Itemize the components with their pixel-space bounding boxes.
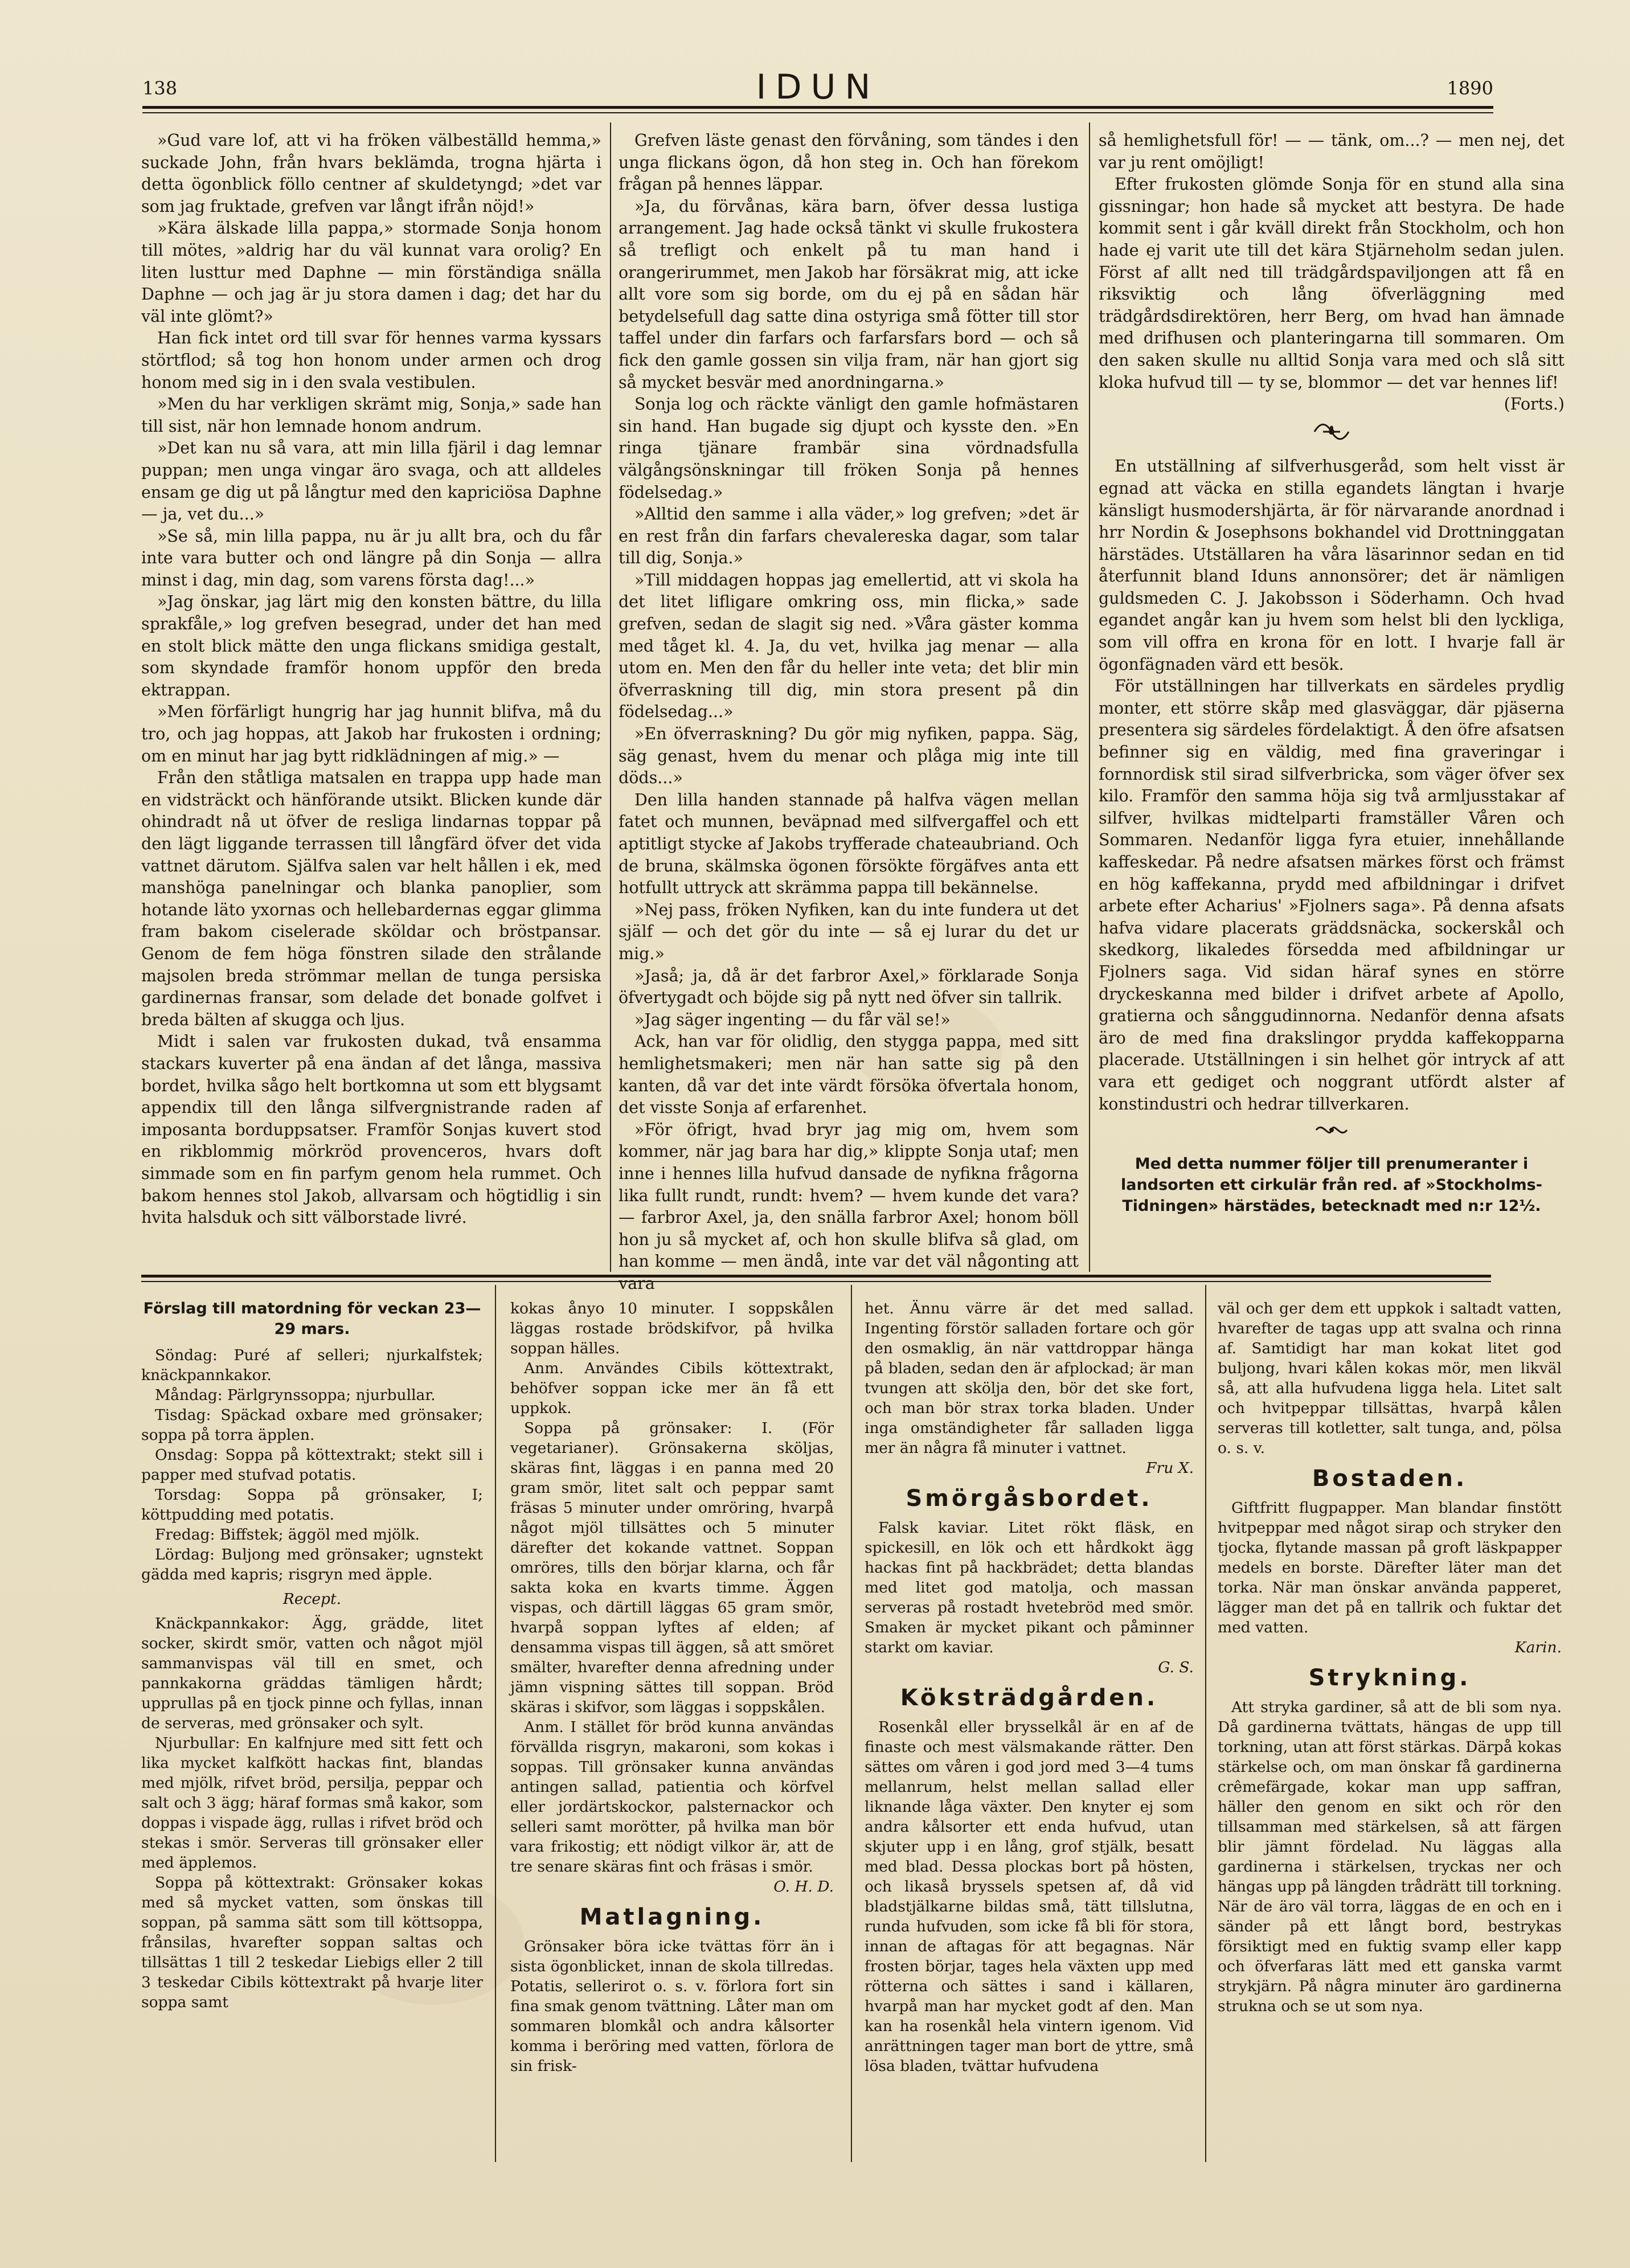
paragraph: »Kära älskade lilla pappa,» stormade Sonja honom till mötes, »aldrig har du väl kunnat vara orolig? En liten lusttur med Daphne — min förständiga snälla Daphne — och jag är ju stora damen i dag; det har du väl inte glömt?» <box>141 219 601 326</box>
story-column-1 <box>141 130 601 1269</box>
paragraph: Grefven läste genast den förvåning, som tändes i den unga flickans ögon, då hon steg in. Och han förekom frågan på hennes läppar. <box>619 131 1079 194</box>
column-divider <box>1205 1285 1206 2162</box>
signature: Karin. <box>1514 1639 1562 1656</box>
recipe: Soppa på grönsaker: I. (För vegetarianer). Grönsakerna sköljas, skäras fint, läggas i en panna med 20 gram smör, litet salt och peppar samt fräsas 5 minuter under omröring, hvarpå något mjöl tillsättes och 5 minuter därefter det kokande vattnet. Soppan omröres, tills den börjar klarna, och får sakta koka en kvarts timme. Äggen vispas, och därtill läggas 65 gram smör, hvarpå soppan lyftes af elden; af densamma vispas till äggen, så att smöret smälter, hvarefter denna afredning under jämn vispning sättes till soppan. Bröd skäras i skifvor, som läggas i soppskålen. <box>510 1419 834 1716</box>
recipe: Knäckpannkakor: Ägg, grädde, litet socker, skirdt smör, vatten och något mjöl sammanvispas väl till en smet, och pannkakorna gräddas tämligen hårdt; upprullas på en tjock pinne och fyllas, innan de serveras, med grönsaker och sylt. <box>141 1615 483 1732</box>
menu-day: Lördag: Buljong med grönsaker; ugnstekt gädda med kapris; risgryn med äpple. <box>141 1546 483 1583</box>
section-title-kokstradgarden: Köksträdgården. <box>900 1685 1158 1711</box>
masthead-title: IDUN <box>756 67 880 107</box>
paragraph: »Till middagen hoppas jag emellertid, att vi skola ha det litet lifligare omkring oss, min flicka,» sade grefven, sedan de slagit sig ned. »Våra gäster komma med tåget kl. 4. Ja, du vet, hvilka jag menar — alla utom en. Men den får du heller inte veta; det blir min öfverraskning till dig, min stora present på din födelsedag...» <box>619 570 1079 722</box>
page-number: 138 <box>142 77 178 99</box>
paragraph: »Men du har verkligen skrämt mig, Sonja,» sade han till sist, när hon lemnade honom andrum. <box>141 395 601 436</box>
paragraph: »För öfrigt, hvad bryr jag mig om, hvem som kommer, när jag bara har dig,» klippte Sonja utaf; men inne i hennes lilla hufvud dansade de nyfikna frågorna lika fullt rundt, rundt: hvem? — hvem kunde det vara? — farbror Axel, ja, den snälla farbror Axel; honom böll hon ju så mycket af, och hon skulle blifva så glad, om han komme — men ändå, inte var det väl någonting att vara <box>619 1120 1079 1293</box>
ornament-icon <box>1099 1119 1565 1148</box>
section-rule-thin <box>141 1281 1491 1282</box>
paragraph: »Gud vare lof, att vi ha fröken välbeställd hemma,» suckade John, från hvars beklämda, trogna hjärta i detta ögonblick föllo centner af skuldetyngd; »det var som jag fruktade, grefven var långt ifrån nöjd!» <box>141 131 601 216</box>
paragraph: Från den ståtliga matsalen en trappa upp hade man en vidsträckt och hänförande utsikt. Blicken kunde där ohindradt nå ut öfver de resliga lindarnas toppar på den lägt liggande terrassen till långfärd öfver det vida vattnet därutom. Själfva salen var helt hållen i ek, med manshöga panelningar och blanka panoplier, som hotande läto yxornas och hellebardernas eggar glimma fram bakom ciselerade sköldar och bröstpansar. Genom de fem höga fönstren silade den strålande majsolen breda strömmar mellan de tunga persiska gardinernas fransar, som delade det bonade golfvet i breda bälten af skugga och ljus. <box>141 768 601 1029</box>
recipe-label: Recept. <box>282 1590 342 1608</box>
section-text: väl och ger dem ett uppkok i saltadt vatten, hvarefter de tagas upp att svalna och rinna af. Samtidigt har man kokat litet god buljong, hvari kålen kokas mör, men likväl så, att alla hufvudena ligga hela. Litet salt och hvitpeppar tillsättas, hvarpå kålen serveras till kotletter, salt tunga, and, pölsa o. s. v. <box>1218 1300 1562 1457</box>
column-divider <box>851 1285 852 2162</box>
household-column <box>865 1299 1194 2159</box>
header-rule <box>142 106 1493 109</box>
ornament-icon <box>1099 419 1565 451</box>
menu-day: Fredag: Biffstek; äggöl med mjölk. <box>155 1526 420 1544</box>
paragraph: så hemlighetsfull för! — — tänk, om...? — men nej, det var ju rent omöjligt! <box>1099 131 1565 172</box>
section-rule <box>141 1275 1491 1278</box>
recipe: Anm. I stället för bröd kunna användas förvällda risgryn, makaroni, som kokas i soppas. Till grönsaker kunna användas antingen sallad, patientia och körfvel eller jordärtskockor, palsternackor och selleri samt morötter, på hvilka man bör vara frikostig; ett nödigt vilkor är, att de tre senare skäras fint och fräsas i smör. <box>510 1718 834 1876</box>
paragraph: »Jag säger ingenting — du får väl se!» <box>634 1010 951 1029</box>
menu-day: Torsdag: Soppa på grönsaker, I; köttpudding med potatis. <box>141 1486 483 1524</box>
section-title-matlagning: Matlagning. <box>579 1904 765 1930</box>
column-divider <box>610 122 611 1272</box>
paragraph: »Se så, min lilla pappa, nu är ju allt bra, och du får inte vara butter och ond längre på din Sonja — allra minst i dag, min dag, som varens första dag!...» <box>141 526 601 589</box>
menu-day: Måndag: Pärlgrynssoppa; njurbullar. <box>155 1386 436 1404</box>
exhibition-paragraph: För utställningen har tillverkats en särdeles prydlig monter, ett större skåp med glasväggar, där pjäserna presentera sig särdeles fördelaktigt. Å den öfre afsatsen befinner sig en väldig, med fina graveringar i fornnordisk stil sirad silfverbricka, som väger öfver sex kilo. Framför den samma höja sig två armljusstakar af silfver, hvilkas midtelparti framställer Våren och Sommaren. Nedanför ligga fyra etuier, innehållande kaffeskedar. På nedre afsatsen märkes först och främst en hög kaffekanna, prydd med afbildningar i drifvet arbete efter Acharius' »Fjolners saga». På denna afsats hafva vidare placerats gräddsnäcka, sockerskål och skedkorg, likaledes försedda med afbildningar ur Fjolners saga. Vid sidan häraf synes en större dryckeskanna med bilder i drifvet arbete af Apollo, gratierna och sånggudinnorna. Nedanför denna afsats äro de med fina drakslingor prydda kaffekopparna placerade. Utställningen i sin helhet gör intryck af att vara ett gediget och noggrant utfördt alster af konstindustri och hedrar tillverkaren. <box>1099 677 1565 1113</box>
section-title-bostaden: Bostaden. <box>1312 1465 1468 1492</box>
continued-label: (Forts.) <box>1504 395 1565 414</box>
exhibition-paragraph: En utställning af silfverhusgeråd, som helt visst är egnad att väcka en stilla egandets längtan i hvarje känsligt husmodershjärta, är för närvarande anordnad i hrr Nordin & Josephsons bokhandel vid Drottninggatan härstädes. Utställaren ha våra läsarinnor sedan en tid återfunnit bland Iduns annonsörer; det är nämligen guldsmeden C. J. Jakobsson i Söderhamn. Och hvad egandet angår kan ju hvem som helst bli den lyckliga, som vill offra en krona för en lott. I hvarje fall är ögonfägnaden värd ett besök. <box>1099 457 1565 674</box>
home-column <box>1218 1299 1562 2159</box>
column-divider <box>1089 122 1090 1272</box>
section-text: Giftfritt flugpapper. Man blandar finstött hvitpeppar med något sirap och stryker den tjocka, flytande massan på groft läskpapper medels en borste. Därefter läter man det torka. När man önskar använda papperet, lägger man det på en tallrik och fuktar det med vatten. <box>1218 1499 1562 1636</box>
subscriber-notice: Med detta nummer följer till prenumeranter i landsorten ett cirkulär från red. af »Stockholms-Tidningen» härstädes, betecknadt med n:r 12½. <box>1121 1155 1542 1215</box>
menu-day: Tisdag: Späckad oxbare med grönsaker; soppa på torra äpplen. <box>141 1406 483 1444</box>
paragraph: Efter frukosten glömde Sonja för en stund alla sina gissningar; hon hade så mycket att bestyra. De hade kommit sent i går kväll direkt från Stockholm, och hon hade ej varit ute till det kära Stjärneholm sedan julen. Först af allt ned till trädgårdspaviljongen att få en riksviktig och lång öfverläggning med trädgårdsdirektören, herr Berg, om hvad han ämnade med drifhusen och planteringarna till sommaren. Om den saken skulle nu alltid Sonja vara med och slå sitt kloka hufvud till — ty se, blommor — det var hennes lif! <box>1099 175 1565 392</box>
story-column-3 <box>1099 130 1565 1269</box>
column-divider <box>495 1285 496 2162</box>
section-title-strykning: Strykning. <box>1308 1665 1471 1691</box>
recipe-column <box>510 1299 834 2159</box>
paragraph: Den lilla handen stannade på halfva vägen mellan fatet och munnen, beväpnad med silfvergaffel och ett aptitligt stycke af Jakobs tryfferade chateaubriand. Och de bruna, skälmska ögonen försökte förgäfves anta ett hotfullt uttryck att skrämma pappa till bekännelse. <box>619 790 1079 898</box>
paragraph: »Nej pass, fröken Nyfiken, kan du inte fundera ut det själf — och det gör du inte — så ej lurar du det ur mig.» <box>619 900 1079 963</box>
paragraph: Midt i salen var frukosten dukad, två ensamma stackars kuverter på ena ändan af det långa, massiva bordet, hvilka sågo helt bortkomna ut som ett blygsamt appendix till den långa silfvergnistrande raden af imposanta borduppsatser. Framför Sonjas kuvert stod en rikblommig mörkröd provenceros, hvars doft simmade som en fin parfym genom hela rummet. Och bakom hennes stol Jakob, allvarsam och högtidlig i sin hvita halsduk och sitt välborstade livré. <box>141 1032 601 1227</box>
paragraph: »Jag önskar, jag lärt mig den konsten bättre, du lilla sprakfåle,» log grefven besegrad, under det han med en stolt blick mätte den unga flickans smidiga gestalt, som skyndade framför honom uppför den breda ektrappan. <box>141 592 601 699</box>
paragraph: »Det kan nu så vara, att min lilla fjäril i dag lemnar puppan; men unga vingar äro svaga, och att alldeles ensam ge dig ut på långtur med den kapriciösa Daphne — ja, vet du...» <box>141 439 601 524</box>
menu-day: Söndag: Puré af selleri; njurkalfstek; knäckpannkakor. <box>141 1346 483 1384</box>
paragraph: »En öfverraskning? Du gör mig nyfiken, pappa. Säg, säg genast, hvem du menar och plåga mig inte till döds...» <box>619 724 1079 788</box>
paragraph: »Alltid den samme i alla väder,» log grefven; »det är en rest från din farfars chevalereska dagar, som talar till dig, Sonja.» <box>619 505 1079 568</box>
section-title-smorgasbordet: Smörgåsbordet. <box>906 1485 1153 1512</box>
recipe: kokas ånyo 10 minuter. I soppskålen läggas rostade brödskifvor, på hvilka soppan hälles. <box>510 1300 834 1357</box>
signature: Fru X. <box>1146 1459 1194 1477</box>
menu-heading: Förslag till matordning för veckan 23—29 mars. <box>143 1300 481 1338</box>
menu-day: Onsdag: Soppa på köttextrakt; stekt sill i papper med stufvad potatis. <box>141 1446 483 1484</box>
story-column-2 <box>619 130 1079 1293</box>
header-rule-thin <box>142 112 1493 113</box>
page-header <box>142 67 1493 118</box>
signature: G. S. <box>1158 1659 1194 1676</box>
paragraph: »Jaså; ja, då är det farbror Axel,» förklarade Sonja öfvertygadt och böjde sig på nytt ned öfver sin tallrik. <box>619 966 1079 1008</box>
recipe: Soppa på köttextrakt: Grönsaker kokas med så mycket vatten, som önskas till soppan, på samma sätt som till köttsoppa, frånsilas, hvarefter soppan saltas och tillsättas 1 till 2 teskedar Liebigs eller 2 till 3 teskedar Cibils köttextrakt på hvarje liter soppa samt <box>141 1874 483 2011</box>
section-text: Rosenkål eller brysselkål är en af de finaste och mest välsmakande rätter. Den sättes om våren i god jord med 3—4 tums mellanrum, helst mellan sallad eller liknande låga växter. Den knyter ej som andra kålsorter ett enda hufvud, utan skjuter upp i en lång, grof stjälk, besatt med blad. Dessa plockas bort på hösten, och likaså bryssels spetsen af, då vid bladstjälkarne bildas små, tätt tillslutna, runda hufvuden, som icke få bli för stora, innan de aftagas för att begagnas. När frosten börjar, tages hela växten upp med rötterna och sättes i sand i källaren, hvarpå man har mycket godt af den. Man kan ha rosenkål hela vintern igenom. Vid anrättningen tager man bort de yttre, små lösa bladen, tvättar hufvudena <box>865 1718 1194 2075</box>
recipe: Anm. Användes Cibils köttextrakt, behöfver soppan icke mer än få ett uppkok. <box>510 1360 834 1417</box>
section-text: Att stryka gardiner, så att de bli som nya. Då gardinerna tvättats, hängas de upp till torkning, utan att först stärkas. Därpå kokas stärkelse och, om man önskar få gardinerna crêmefärgade, kokar man upp saffran, häller den genom en sikt och rör den tillsamman med stärkelsen, så att färgen blir jämnt fördelad. Nu läggas alla gardinerna i stärkelsen, tryckas ner och hängas upp på längden trådrätt till torkning. När de äro väl torra, läggas de en och en i sänder på ett långt bord, bestrykas försiktigt med en fuktig svamp eller kapp och öfverfaras lätt med ett ganska varmt strykjärn. På några minuter äro gardinerna strukna och se ut som nya. <box>1218 1698 1562 2015</box>
section-text: Grönsaker böra icke tvättas förr än i sista ögonblicket, innan de skola tillredas. Potatis, sellerirot o. s. v. förlora fort sin fina smak genom tvättning. Låter man om sommaren blomkål och andra kålsorter komma i beröring med vatten, förlora de sin frisk- <box>510 1938 834 2075</box>
recipe: Njurbullar: En kalfnjure med sitt fett och lika mycket kalfkött hackas fint, blandas med mjölk, rifvet bröd, persilja, peppar och salt och 3 ägg; häraf formas små kakor, som doppas i vispade ägg, rullas i rifvet bröd och stekas i smör. Serveras till grönsaker eller med äpplemos. <box>141 1734 483 1872</box>
paragraph: »Ja, du förvånas, kära barn, öfver dessa lustiga arrangement. Jag hade också tänkt vi skulle frukostera så trefligt och enkelt på tu man hand i orangerirummet, men Jakob har försäkrat mig, att icke allt vore som sig borde, om du ej på en sådan här betydelsefull dag satte dina ostyriga små fötter till stor taffel under din farfars och farfarsfars bord — och så fick den gamle gossen sin vilja fram, när han gjort sig så mycket besvär med anordningarna.» <box>619 196 1079 392</box>
paragraph: Han fick intet ord till svar för hennes varma kyssars störtflod; så tog hon honom under armen och drog honom med sig in i den svala vestibulen. <box>141 329 601 392</box>
section-text: Falsk kaviar. Litet rökt fläsk, en spickesill, en lök och ett hårdkokt ägg hackas fint på hackbrädet; detta blandas med litet god matolja, och massan serveras på rostadt hvetebröd med smör. Smaken är mycket pikant och påminner starkt om kaviar. <box>865 1519 1194 1656</box>
year: 1890 <box>1447 77 1493 99</box>
signature: O. H. D. <box>773 1878 834 1896</box>
paragraph: Sonja log och räckte vänligt den gamle hofmästaren sin hand. Han bugade sig djupt och kysste den. »En ringa tjänare frambär sina vördnadsfulla välgångsönskningar till fröken Sonja på hennes födelsedag.» <box>619 395 1079 502</box>
paragraph: Ack, han var för olidlig, den stygga pappa, med sitt hemlighetsmakeri; men när han satte sig på den kanten, då var det inte värdt försöka öfvertala honom, det visste Sonja af erfarenhet. <box>619 1032 1079 1117</box>
paragraph: »Men förfärligt hungrig har jag hunnit blifva, må du tro, och jag hoppas, att Jakob har frukosten i ordning; om en minut har jag bytt ridklädningen af mig.» — <box>141 702 601 765</box>
section-text: het. Ännu värre är det med sallad. Ingenting förstör salladen fortare och gör den osmaklig, än när vattdroppar hänga på bladen, sedan den är afplockad; är man tvungen att skölja den, bör det ske fort, och man bör strax torka bladen. Under inga omständigheter får salladen ligga mer än några få minuter i vattnet. <box>865 1300 1194 1457</box>
menu-column <box>141 1299 483 2159</box>
